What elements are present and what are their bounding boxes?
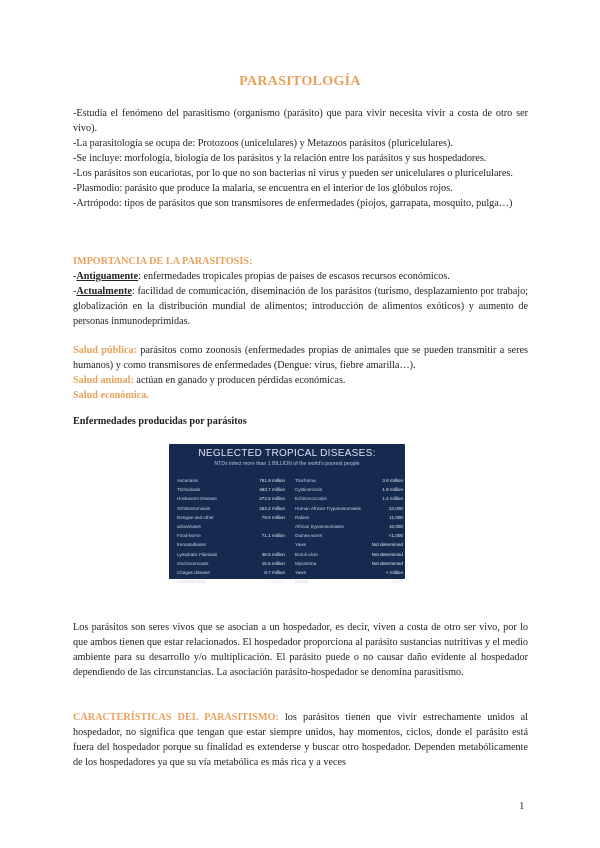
ntd-disease-name: Yaws — [295, 542, 306, 548]
intro-item: -Los parásitos son eucariotas, por lo que no son bacterias ni virus y pueden ser unicelulares o pluricelulares. — [73, 168, 513, 179]
ntd-disease-name: Guinea worm — [295, 533, 323, 539]
ntd-infographic — [169, 444, 405, 585]
actualmente-paragraph: -Actualmente: facilidad de comunicación, diseminación de los parásitos (turismo, desplazamiento por trabajo; globalización en la distribución mundial de alimentos; introducción de alimentos exóticos) y aumento de personas inmunodeprimidas. — [73, 286, 528, 327]
importance-heading: IMPORTANCIA DE LA PARASITOSIS: — [73, 256, 253, 267]
salud-animal — [73, 373, 528, 388]
page-title: PARASITOLOGÍA — [239, 74, 361, 89]
salud-animal-label: Salud animal: — [73, 375, 134, 386]
ntd-disease-name: Buruli ulcer — [295, 551, 318, 557]
ntd-row — [177, 570, 285, 579]
ntd-row — [295, 515, 403, 524]
ntd-disease-value: 463.7 million — [259, 487, 285, 493]
ntd-disease-name: Mixed — [295, 579, 308, 585]
salud-animal-text: actúan en ganado y producen pérdidas económicas. — [133, 375, 346, 386]
ntd-disease-name: Mycetoma — [295, 560, 317, 566]
ntd-disease-value: 71.1 million — [261, 533, 285, 539]
ntd-row — [177, 561, 285, 570]
ntd-disease-name: Schistosomiasis — [177, 505, 210, 511]
ntd-disease-name: Food-borne — [177, 533, 201, 539]
salud-publica — [73, 343, 528, 373]
intro-item: -Estudia el fenómeno del parasitismo (organismo (parásito) que para vivir necesita vivir a costa de otro ser vivo). — [73, 108, 528, 134]
intro-item: -Se incluye: morfología, biología de los parásitos y la relación entre los parásitos y sus hospedadores. — [73, 153, 487, 164]
ntd-disease-value: 2,400 — [391, 579, 403, 585]
ntd-disease-value: 79.6 million — [261, 514, 285, 520]
intro-item: -Plasmodio: parásito que produce la malaria, se encuentra en el interior de los glóbulos rojos. — [73, 183, 453, 194]
ntd-disease-value: 1.4 million — [382, 496, 403, 502]
ntd-row — [295, 542, 403, 551]
caracteristicas-section — [73, 710, 528, 770]
ntd-disease-value: Not determined — [371, 542, 403, 548]
ntd-disease-value: Not determined — [371, 551, 403, 557]
ntd-disease-value: 252.2 million — [259, 505, 285, 511]
ntd-row — [177, 506, 285, 515]
ntd-disease-name: Onchocerciasis — [177, 560, 209, 566]
ntd-disease-name: Trachoma — [295, 478, 316, 483]
actualmente-label: Actualmente — [76, 286, 132, 297]
ntd-row — [177, 496, 285, 505]
parasitos-section — [73, 620, 528, 680]
ntd-row — [295, 561, 403, 570]
caracteristicas-text: los parásitos tienen que vivir estrechamente unidos al hospedador, no significa que tengan que estar siempre unidos, hay momentos, ciclos, donde el parásito está fuera del hospedador porque su finalidad es extenderse y buscar otro hospedador. Dependen metabólicamente de los hospedadores ya que su vía metabólica es más rica y a veces — [73, 712, 528, 768]
ntd-title: NEGLECTED TROPICAL DISEASES: — [198, 448, 376, 459]
ntd-disease-name: trematodiases — [177, 542, 206, 548]
intro-item: -La parasitología se ocupa de: Protozoos (unicelulares) y Metazoos parásitos (pluricelulares). — [73, 138, 453, 149]
ntd-row — [177, 524, 285, 533]
ntd-disease-name: Leishmaniasis — [177, 579, 207, 585]
caracteristicas-heading: CARACTERÍSTICAS DEL PARASITISMO: — [73, 712, 279, 723]
ntd-disease-value: 10,000 — [388, 523, 403, 529]
ntd-row — [295, 496, 403, 505]
ntd-right-column — [295, 478, 403, 588]
page-number: 1 — [519, 800, 525, 812]
salud-publica-label: Salud pública: — [73, 345, 137, 356]
ntd-disease-value: 11,000 — [389, 514, 403, 520]
enfermedades-heading: Enfermedades producidas por parásitos — [73, 416, 247, 427]
antiguamente-label: Antiguamente — [76, 271, 139, 282]
ntd-row — [295, 570, 403, 579]
ntd-disease-name: Cysticercosis — [295, 487, 323, 493]
ntd-row — [295, 478, 403, 487]
ntd-disease-name: Hookworm Disease — [177, 496, 217, 502]
ntd-row — [177, 579, 285, 588]
ntd-row — [177, 515, 285, 524]
ntd-disease-name: Echinococcosis — [295, 496, 327, 502]
ntd-disease-value: 761.9 million — [259, 478, 285, 483]
ntd-disease-name: African trypanosomiasis — [295, 523, 344, 529]
ntd-row — [295, 533, 403, 542]
antiguamente-text: : enfermedades tropicales propias de países de escasos recursos económicos. — [138, 271, 450, 282]
ntd-row — [295, 487, 403, 496]
ntd-disease-name: Rabies — [295, 514, 310, 520]
ntd-disease-name: Chagas disease — [177, 569, 210, 575]
ntd-disease-value: 6.7 million — [264, 569, 285, 575]
ntd-row — [295, 579, 403, 588]
enfermedades-section — [73, 414, 528, 429]
ntd-disease-value: < million — [386, 569, 403, 575]
ntd-row — [177, 487, 285, 496]
ntd-subtitle: NTDs infect more than 1 BILLION of the world's poorest people — [214, 461, 360, 467]
ntd-disease-name: Dengue and other — [177, 514, 214, 520]
ntd-disease-name: Ascariasis — [177, 478, 198, 483]
intro-list — [73, 106, 528, 211]
salud-economica — [73, 388, 528, 403]
salud-publica-text: parásitos como zoonosis (enfermedades propias de animales que se pueden transmitir a seres humanos) y como transmisores de enfermedades (Dengue: virus, fiebre amarilla…). — [73, 345, 528, 371]
parasitos-paragraph: Los parásitos son seres vivos que se asocian a un hospedador, es decir, viven a costa de otro ser vivo, por lo que ambos tienen que estar relacionados. El hospedador proporciona al parásito sustancias nutritivas y el medio ambiente para su desarrollo y/o multiplicación. El parásito puede o no causar daño evidente al hospedador dependiendo de las circunstancias. La asociación parásito-hospedador se denomina parasitismo. — [73, 622, 528, 678]
ntd-disease-value: 15.5 million — [261, 560, 285, 566]
salud-economica-label: Salud económica. — [73, 390, 149, 401]
antiguamente-paragraph: -Antiguamente: enfermedades tropicales propias de países de escasos recursos económicos. — [73, 271, 450, 282]
ntd-left-column — [177, 478, 285, 588]
actualmente-text: : facilidad de comunicación, diseminación de los parásitos (turismo, desplazamiento por trabajo; globalización en la distribución mundial de alimentos; introducción de alimentos exóticos) y aumento de personas inmunodeprimidas. — [73, 286, 528, 327]
importance-section — [73, 254, 528, 329]
ntd-disease-value: 472.5 million — [259, 496, 285, 502]
ntd-row — [177, 533, 285, 542]
ntd-disease-value: <1,000 — [388, 533, 403, 539]
ntd-disease-value: 1.9 million — [382, 487, 403, 493]
ntd-row — [177, 478, 285, 487]
ntd-disease-value: 24,000 — [388, 505, 403, 511]
ntd-row — [295, 552, 403, 561]
ntd-disease-value: 3.9 million — [264, 579, 285, 585]
ntd-disease-value: 3.6 million — [382, 478, 403, 483]
intro-item: -Artrópodo: tipos de parásitos que son transmisores de enfermedades (piojos, garrapata, mosquito, pulga…) — [73, 198, 513, 209]
ntd-row — [295, 506, 403, 515]
ntd-row — [295, 524, 403, 533]
ntd-disease-name: Yaws — [295, 569, 306, 575]
ntd-disease-name: Trichuriasis — [177, 487, 201, 493]
salud-section — [73, 343, 528, 403]
ntd-row — [177, 542, 285, 551]
ntd-row — [177, 552, 285, 561]
ntd-disease-name: Human African Trypanosomiasis — [295, 505, 361, 511]
ntd-disease-name: arboviruses — [177, 523, 201, 529]
ntd-disease-value: 38.5 million — [261, 551, 285, 557]
ntd-disease-value: Not determined — [371, 560, 403, 566]
ntd-disease-name: Lymphatic Filariasis — [177, 551, 218, 557]
caracteristicas-paragraph — [73, 710, 528, 770]
